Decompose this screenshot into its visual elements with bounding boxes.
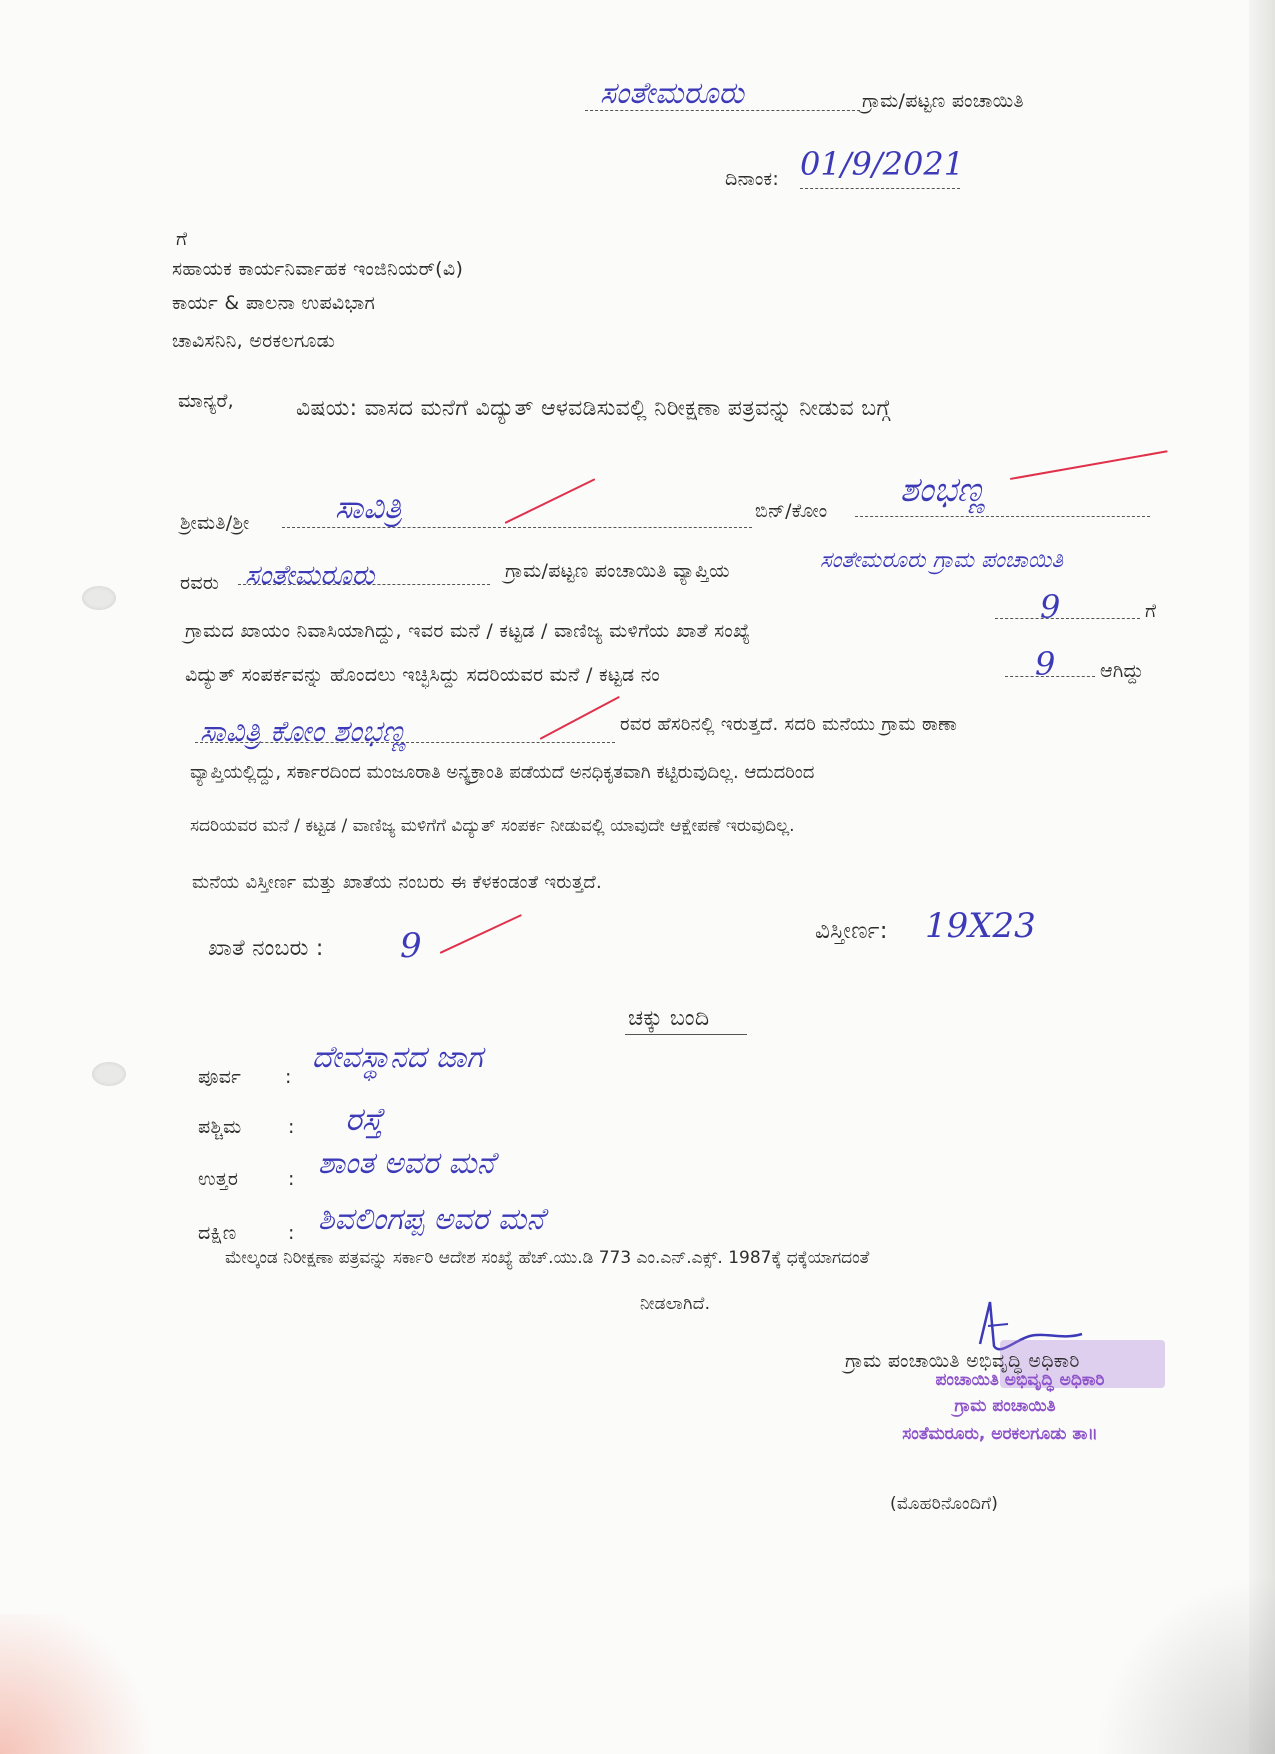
official-stamp	[860, 1336, 1165, 1464]
date-label: ದಿನಾಂಕ:	[725, 168, 780, 190]
resident-text: ಗ್ರಾಮದ ಖಾಯಂ ನಿವಾಸಿಯಾಗಿದ್ದು, ಇವರ ಮನೆ / ಕಟ್ಟಡ / ವಾಣಿಜ್ಯ ಮಳಿಗೆಯ ಖಾತೆ ಸಂಖ್ಯೆ	[185, 620, 751, 642]
limit-handwritten: ಸಂತೇಮರೂರು ಗ್ರಾಮ ಪಂಚಾಯಿತಿ	[820, 548, 1064, 573]
recipient-to: ಗೆ	[176, 228, 188, 250]
north-handwritten: ಶಾಂತ ಅವರ ಮನೆ	[318, 1146, 495, 1181]
agiddu-label: ಆಗಿದ್ದು	[1100, 660, 1144, 682]
title-underline	[625, 1034, 747, 1035]
east-colon: :	[285, 1066, 292, 1088]
west-colon: :	[288, 1116, 295, 1138]
khata-line	[995, 618, 1140, 619]
house-no-handwritten: 9	[1035, 645, 1056, 683]
recipient-line-1: ಸಹಾಯಕ ಕಾರ್ಯನಿರ್ವಾಹಕ ಇಂಜಿನಿಯರ್(ವಿ)	[172, 258, 464, 280]
stamp-line-1: ಪಂಚಾಯಿತಿ ಅಭಿವೃದ್ಧಿ ಅಧಿಕಾರಿ	[935, 1370, 1105, 1390]
body-line-c: ಮನೆಯ ವಿಸ್ತೀರ್ಣ ಮತ್ತು ಖಾತೆಯ ನಂಬರು ಈ ಕೆಳಕಂಡಂತೆ ಇರುತ್ತದೆ.	[192, 872, 602, 893]
punch-hole	[82, 586, 116, 610]
applicant-name-handwritten: ಸಾವಿತ್ರಿ	[335, 488, 403, 526]
verification-tick	[540, 696, 620, 740]
khata-number-handwritten: 9	[400, 926, 422, 966]
recipient-line-3: ಚಾವಿಸನಿನಿ, ಅರಕಲಗೂಡು	[172, 330, 336, 352]
panchayat-limit-label: ಗ್ರಾಮ/ಪಟ್ಟಣ ಪಂಚಾಯಿತಿ ವ್ಯಾಪ್ತಿಯ	[505, 560, 730, 582]
connection-text: ವಿದ್ಯುತ್ ಸಂಪರ್ಕವನ್ನು ಹೊಂದಲು ಇಚ್ಛಿಸಿದ್ದು ಸದರಿಯವರ ಮನೆ / ಕಟ್ಟಡ ನಂ	[185, 664, 660, 686]
footer-line-2: ನೀಡಲಾಗಿದೆ.	[640, 1294, 711, 1314]
date-value-handwritten: 01/9/2021	[800, 145, 965, 183]
north-label: ಉತ್ತರ	[198, 1168, 239, 1190]
ravaru-label: ರವರು	[180, 572, 220, 594]
east-label: ಪೂರ್ವ	[198, 1066, 242, 1088]
village-name-line	[585, 110, 860, 111]
scan-smudge	[1095, 1574, 1275, 1754]
body-line-b: ಸದರಿಯವರ ಮನೆ / ಕಟ್ಟಡ / ವಾಣಿಜ್ಯ ಮಳಿಗೆಗೆ ವಿದ್ಯುತ್ ಸಂಪರ್ಕ ನೀಡುವಲ್ಲಿ ಯಾವುದೇ ಆಕ್ಷೇಪಣೆ ಇರುವುದಿಲ್ಲ.	[190, 816, 795, 836]
area-handwritten: 19X23	[925, 906, 1036, 946]
bin-label: ಬಿನ್/ಕೋಂ	[755, 500, 828, 522]
page-edge	[1249, 0, 1275, 1754]
khata-number-label: ಖಾತೆ ನಂಬರು :	[208, 936, 324, 961]
west-handwritten: ರಸ್ತೆ	[345, 1100, 383, 1138]
village-name-handwritten: ಸಂತೇಮರೂರು	[600, 76, 744, 111]
recipient-line-2: ಕಾರ್ಯ & ಪಾಲನಾ ಉಪವಿಭಾಗ	[172, 292, 376, 314]
west-label: ಪಶ್ಚಿಮ	[198, 1116, 242, 1138]
khata-handwritten: 9	[1040, 588, 1061, 626]
village-handwritten: ಸಂತೇಮರೂರು	[245, 560, 375, 591]
south-colon: :	[288, 1222, 295, 1244]
seal-note: (ಮೊಹರಿನೊಂದಿಗೆ)	[890, 1494, 999, 1514]
husband-line	[855, 516, 1150, 517]
shri-label: ಶ್ರೀಮತಿ/ಶ್ರೀ	[180, 512, 250, 534]
name-text: ರವರ ಹೆಸರಿನಲ್ಲಿ ಇರುತ್ತದೆ. ಸದರಿ ಮನೆಯು ಗ್ರಾಮ ಠಾಣಾ	[620, 714, 958, 735]
verification-tick	[1010, 450, 1168, 480]
house-no-line	[1005, 676, 1095, 677]
village-line	[238, 584, 490, 585]
verification-tick	[440, 914, 522, 954]
husband-name-handwritten: ಶಂಭಣ್ಣ	[900, 470, 986, 510]
salutation: ಮಾನ್ಯರೆ,	[178, 390, 235, 412]
footer-line-1: ಮೇಲ್ಕಂಡ ನಿರೀಕ್ಷಣಾ ಪತ್ರವನ್ನು ಸರ್ಕಾರಿ ಆದೇಶ ಸಂಖ್ಯೆ ಹೆಚ್.ಯು.ಡಿ 773 ಎಂ.ಎನ್.ಎಕ್ಸ್. 1987ಕ್ಕೆ ಧಕ್ಕೆಯಾಗದಂತೆ	[225, 1248, 870, 1268]
officer-title: ಗ್ರಾಮ ಪಂಚಾಯಿತಿ ಅಭಿವೃದ್ಧಿ ಅಧಿಕಾರಿ	[845, 1350, 1080, 1372]
verification-tick	[505, 478, 596, 524]
north-colon: :	[288, 1168, 295, 1190]
owner-line	[195, 742, 615, 743]
boundaries-title: ಚಕ್ಕು ಬಂದಿ	[628, 1006, 710, 1031]
ge-label: ಗೆ	[1145, 600, 1157, 622]
applicant-line	[282, 527, 752, 528]
panchayat-label: ಗ್ರಾಮ/ಪಟ್ಟಣ ಪಂಚಾಯಿತಿ	[862, 90, 1024, 112]
stamp-line-3: ಸಂತೆಮರೂರು, ಅರಕಲಗೂಡು ತಾ॥	[902, 1424, 1098, 1444]
scan-smudge	[0, 1614, 170, 1754]
south-handwritten: ಶಿವಲಿಂಗಪ್ಪ ಅವರ ಮನೆ	[318, 1202, 545, 1237]
owner-handwritten: ಸಾವಿತ್ರಿ ಕೋಂ ಶಂಭಣ್ಣ	[200, 714, 407, 748]
east-handwritten: ದೇವಸ್ಥಾನದ ಜಾಗ	[312, 1040, 483, 1075]
area-label: ವಿಸ್ತೀರ್ಣ:	[815, 918, 888, 944]
stamp-line-2: ಗ್ರಾಮ ಪಂಚಾಯಿತಿ	[954, 1396, 1056, 1416]
punch-hole	[92, 1062, 126, 1086]
date-line	[800, 188, 960, 189]
subject: ವಿಷಯ: ವಾಸದ ಮನೆಗೆ ವಿದ್ಯುತ್ ಆಳವಡಿಸುವಲ್ಲಿ ನಿರೀಕ್ಷಣಾ ಪತ್ರವನ್ನು ನೀಡುವ ಬಗ್ಗೆ	[296, 396, 891, 421]
body-line-a: ವ್ಯಾಪ್ತಿಯಲ್ಲಿದ್ದು, ಸರ್ಕಾರದಿಂದ ಮಂಜೂರಾತಿ ಅನ್ಯಕ್ರಾಂತಿ ಪಡೆಯದೆ ಅನಧಿಕೃತವಾಗಿ ಕಟ್ಟಿರುವುದಿಲ್ಲ. ಆದುದರಿಂದ	[190, 762, 815, 783]
south-label: ದಕ್ಷಿಣ	[198, 1222, 237, 1244]
